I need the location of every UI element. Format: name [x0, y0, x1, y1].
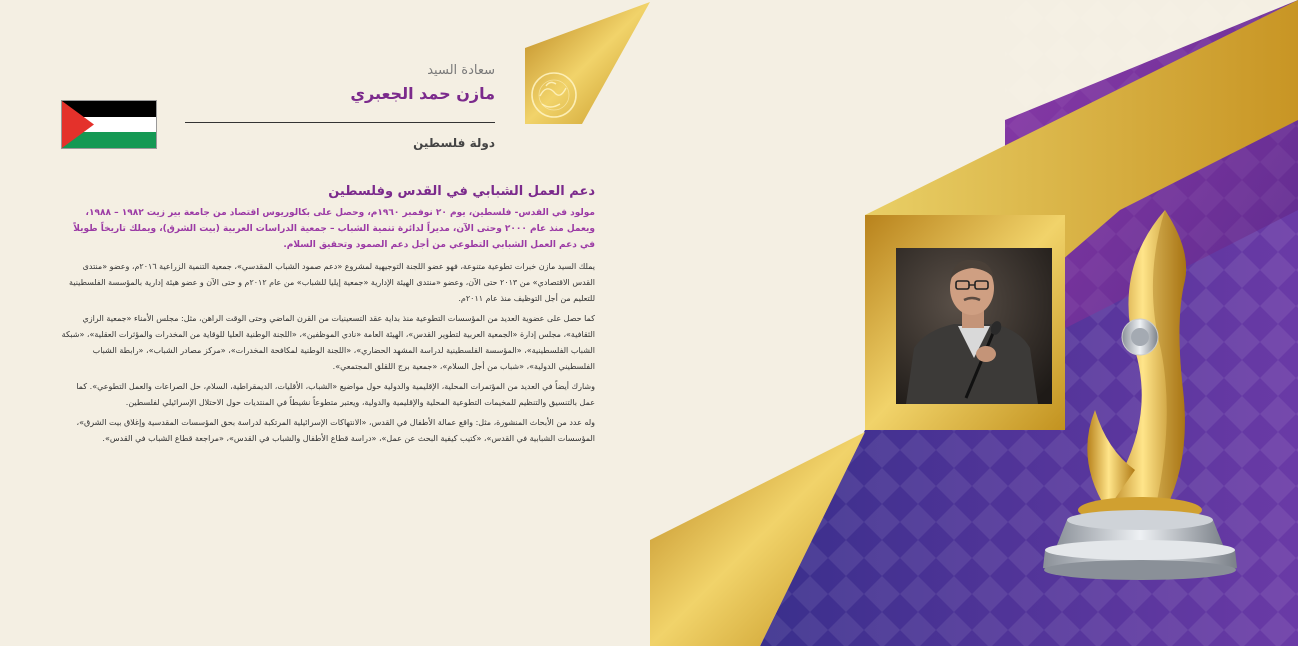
- bio-intro: مولود في القدس- فلسطين، يوم ٢٠ نوفمبر ١٩٦٠م، وحصل على بكالوريوس اقتصاد من جامعة بير زيت ١٩٨٢ – ١٩٨٨، ويعمل منذ عام ٢٠٠٠ وحتى الآن، مديراً لدائرة تنمية الشباب – جمعية الدراسات العربية (بيت الشرق)، ويملك تاريخاً طويلاً في دعم العمل الشبابي التطوعي من أجل دعم الصمود وتحقيق السلام.: [73, 208, 595, 250]
- country-label: دولة فلسطين: [413, 136, 495, 150]
- bio-heading: دعم العمل الشبابي في القدس وفلسطين: [328, 184, 595, 199]
- arabic-calligraphy-emblem-icon: [530, 60, 600, 130]
- bio-paragraph: وشارك أيضاً في العديد من المؤتمرات المحلية، الإقليمية والدولية حول مواضيع «الشباب، الأقليات، الديمقراطية، السلام، حل الصراعات والعمل التطوعي». كما عمل بالتنسيق والتنظيم للمخيمات التطوعية المحلية والإقليمية والدولية، ويعتبر متطوعاً نشيطاً في المنتديات حول الاحتلال الإسرائيلي لفلسطين.: [76, 382, 595, 407]
- title-divider: [185, 122, 495, 123]
- biography: [60, 183, 595, 451]
- golden-flame-trophy-icon: [1015, 210, 1260, 590]
- honorific-label: سعادة السيد: [427, 63, 495, 78]
- palestine-flag-icon: [61, 100, 157, 149]
- person-name: مازن حمد الجعبري: [350, 84, 495, 103]
- bio-paragraph: يملك السيد مازن خبرات تطوعية متنوعة، فهو عضو اللجنة التوجيهية لمشروع «دعم صمود الشباب المقدسي»، جمعية التنمية الزراعية ٢٠١٦م، وعضو «منتدى القدس الاقتصادي» من ٢٠١٣ حتى الآن، وعضو «منتدى الهيئة الإدارية «جمعية إيليا للشباب» من عام ٢٠١٢م و حتى الآن و عضو هيئة إدارية بالمؤسسة الفلسطينية للتعليم من أجل التوظيف منذ عام ٢٠١١م.: [69, 262, 595, 303]
- bio-paragraph: كما حصل على عضوية العديد من المؤسسات التطوعية منذ بداية عقد التسعينيات من القرن الماضي وحتى الوقت الراهن، مثل: مجلس الأمناء «جمعية الرازي الثقافية»، مجلس إدارة «الجمعية العربية لتطوير القدس»، الهيئة العامة «نادي الموظفين»، «اللجنة الوطنية العليا للوقاية من المخدرات والمؤثرات العقلية»، «شبكة الشباب الفلسطينية»، «المؤسسة الفلسطينية لدراسة المشهد الحضاري»، «اللجنة الوطنية لمكافحة المخدرات»، «مركز مصادر الشباب»، «رابطة الشباب الفلسطيني الدولية»، «شباب من أجل السلام»، «جمعية برج اللقلق المجتمعي».: [61, 314, 595, 371]
- bio-paragraph: وله عدد من الأبحاث المنشورة، مثل: واقع عمالة الأطفال في القدس، «الانتهاكات الإسرائيلية المرتكبة لدراسة بحق المؤسسات المقدسية وإغلاق بيت الشرق»، المؤسسات الشبابية في القدس»، «كتيب كيفية البحث عن عمل»، «دراسة قطاع الأطفال والشباب في القدس»، «مراجعة قطاع الشباب في القدس».: [76, 418, 595, 443]
